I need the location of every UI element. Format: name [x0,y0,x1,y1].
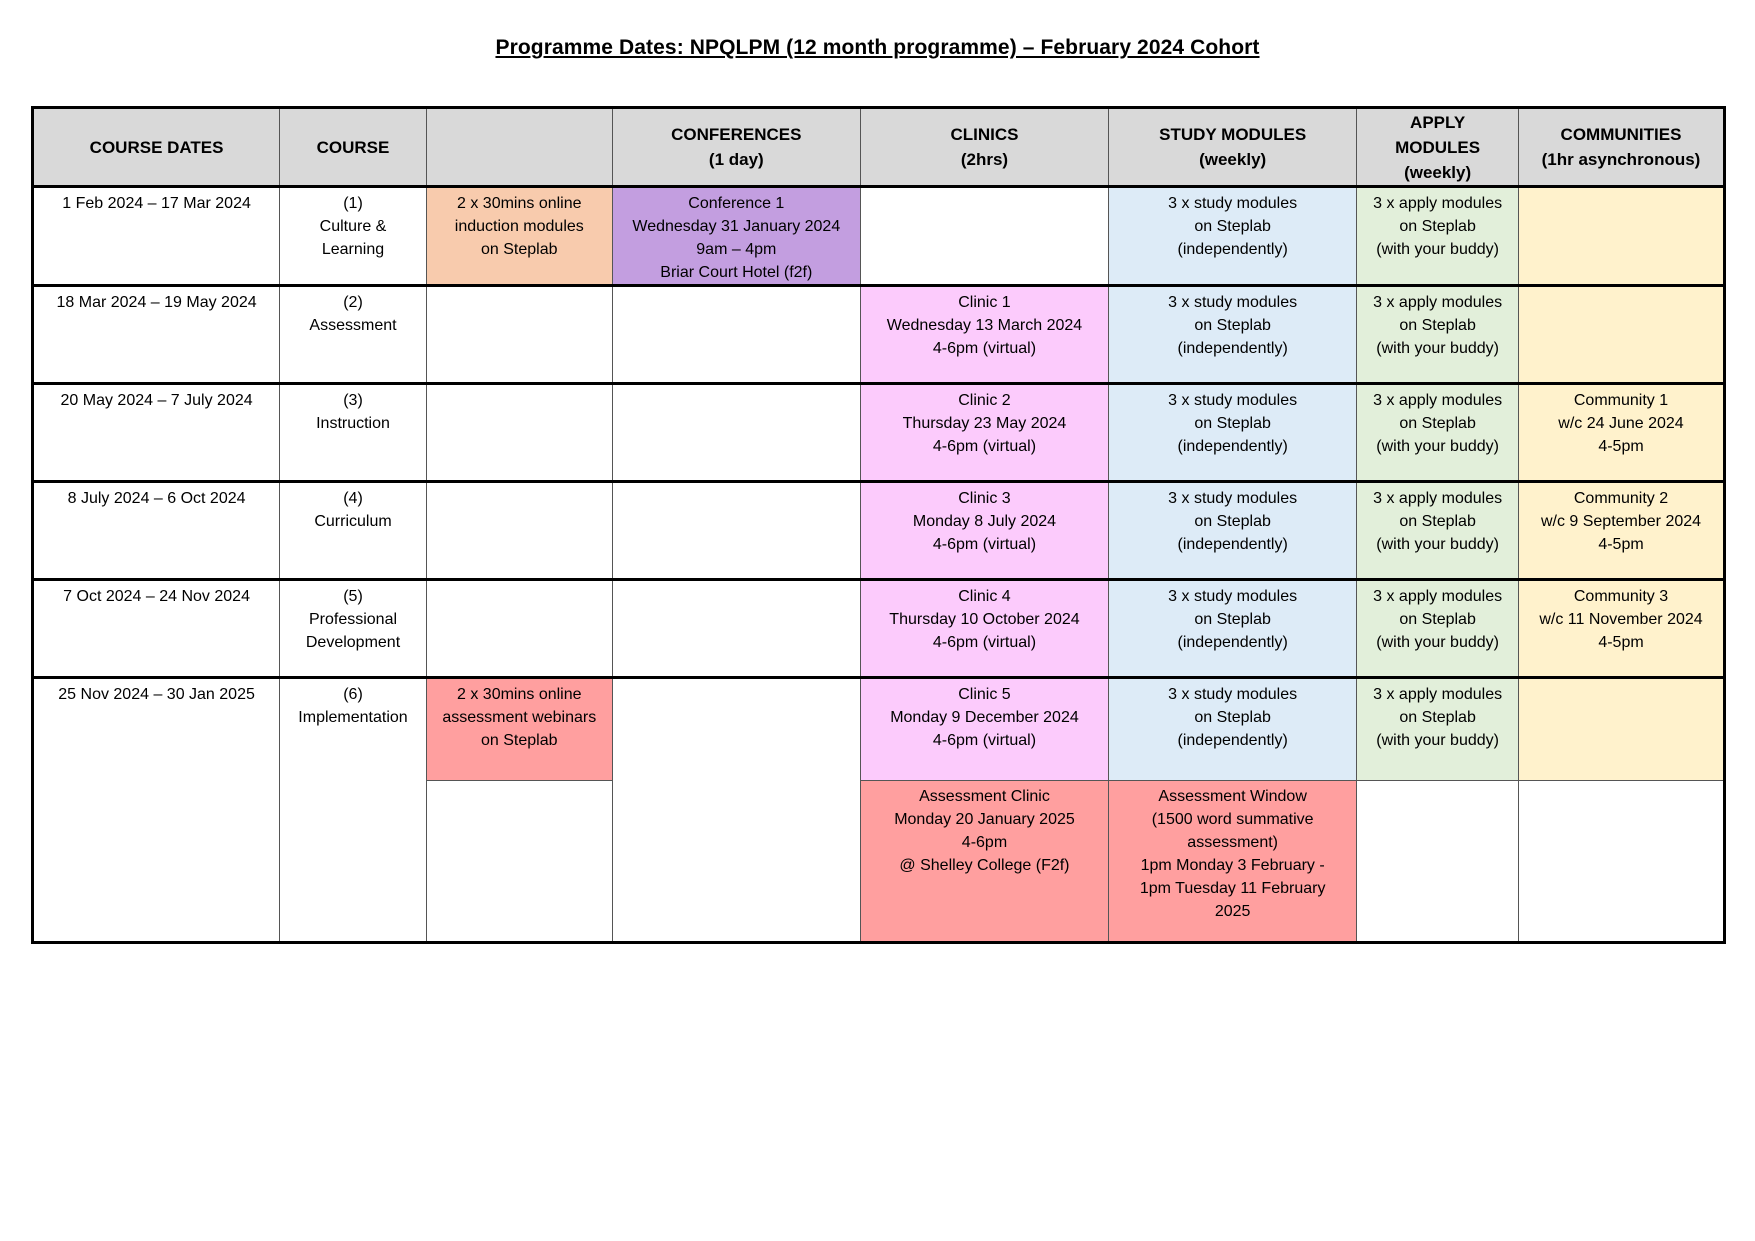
extra-cell [426,482,612,580]
cell-line: on Steplab [1399,415,1476,432]
cell-line: on Steplab [1194,709,1271,726]
page-title: Programme Dates: NPQLPM (12 month programme) – February 2024 Cohort [495,36,1260,59]
cell-line: (independently) [1177,241,1288,258]
header-conferences [612,108,860,187]
apply-modules-cell [1357,384,1519,482]
cell-line: (2) [343,294,363,311]
cell-line: (with your buddy) [1376,438,1499,455]
apply-modules-cell [1357,678,1519,781]
cell-line: Briar Court Hotel (f2f) [660,264,813,281]
cell-line: (independently) [1177,438,1288,455]
cell-line: 2 x 30mins online [457,195,582,212]
row-dates: 25 Nov 2024 – 30 Jan 2025 [33,678,280,943]
cell-line: COMMUNITIES [1560,125,1682,144]
cell-line: assessment webinars [442,709,597,726]
cell-line: on Steplab [1194,611,1271,628]
cell-line: (weekly) [1404,162,1472,182]
extra-cell [426,286,612,384]
cell-line: (6) [343,686,363,703]
cell-line: (independently) [1177,536,1288,553]
cell-line: Clinic 3 [958,490,1011,507]
cell-line: CLINICS [950,125,1019,144]
row-course [280,580,427,678]
cell-line: 3 x study modules [1168,294,1298,311]
community-cell [1518,286,1724,384]
cell-line: APPLY [1410,112,1466,132]
cell-line: 4-6pm (virtual) [932,340,1037,357]
cell-line: w/c 11 November 2024 [1539,611,1703,628]
community-cell [1518,580,1724,678]
cell-line: Community 3 [1573,588,1669,605]
cell-line: 2025 [1214,903,1251,920]
cell-line: (with your buddy) [1376,340,1499,357]
cell-line: Thursday 23 May 2024 [902,415,1067,432]
cell-line: (1 day) [708,150,764,169]
cell-line: Community 1 [1573,392,1669,409]
row-course [280,678,427,943]
clinic-cell [860,482,1108,580]
clinic-cell [860,187,1108,286]
row-course [280,187,427,286]
table-row [33,678,1725,781]
cell-line: 3 x study modules [1168,195,1298,212]
row-course [280,286,427,384]
cell-line: (with your buddy) [1376,241,1499,258]
cell-line: on Steplab [481,241,558,258]
assessment-webinars-cell [426,678,612,781]
cell-line: 9am – 4pm [696,241,777,258]
cell-line: Curriculum [314,513,392,530]
cell-line: Clinic 4 [958,588,1011,605]
cell-line: (4) [343,490,363,507]
cell-line: 2 x 30mins online [457,686,582,703]
apply-modules-cell [1357,580,1519,678]
cell-line: assessment) [1187,834,1278,851]
cell-line: 3 x apply modules [1373,490,1503,507]
study-modules-cell [1109,286,1357,384]
header-course-dates: COURSE DATES [33,108,280,187]
cell-line: Monday 20 January 2025 [894,811,1075,828]
assessment-clinic-cell [860,781,1108,943]
row-dates: 7 Oct 2024 – 24 Nov 2024 [33,580,280,678]
cell-line: on Steplab [1399,611,1476,628]
cell-line: CONFERENCES [671,125,802,144]
cell-line: Monday 8 July 2024 [912,513,1057,530]
cell-line: 4-6pm (virtual) [932,438,1037,455]
apply-modules-cell [1357,187,1519,286]
clinic-cell [860,678,1108,781]
table-row [33,384,1725,482]
cell-line: (independently) [1177,634,1288,651]
header-clinics [860,108,1108,187]
table-row [33,482,1725,580]
cell-line: Wednesday 13 March 2024 [886,317,1083,334]
cell-line: 4-6pm (virtual) [932,634,1037,651]
clinic-cell [860,384,1108,482]
cell-line: on Steplab [1194,513,1271,530]
empty-cell [1518,781,1724,943]
cell-line: (3) [343,392,363,409]
conference-cell [612,187,860,286]
cell-line: w/c 24 June 2024 [1558,415,1684,432]
conference-cell [612,678,860,943]
row-dates: 8 July 2024 – 6 Oct 2024 [33,482,280,580]
cell-line: (with your buddy) [1376,732,1499,749]
cell-line: on Steplab [1194,415,1271,432]
cell-line: Assessment Window [1158,788,1307,805]
extra-cell [426,580,612,678]
cell-line: Clinic 5 [958,686,1011,703]
cell-line: (5) [343,588,363,605]
row-dates: 18 Mar 2024 – 19 May 2024 [33,286,280,384]
cell-line: 3 x study modules [1168,686,1298,703]
cell-line: 4-5pm [1598,634,1644,651]
conference-cell [612,482,860,580]
cell-line: 4-6pm [961,834,1008,851]
community-cell [1518,678,1724,781]
cell-line: 3 x study modules [1168,392,1298,409]
cell-line: 1pm Monday 3 February - [1140,857,1325,874]
header-blank [426,108,612,187]
programme-schedule-table [31,106,1726,944]
row-dates: 20 May 2024 – 7 July 2024 [33,384,280,482]
cell-line: @ Shelley College (F2f) [899,857,1070,874]
header-communities [1518,108,1724,187]
cell-line: (weekly) [1199,150,1267,169]
cell-line: (2hrs) [960,150,1009,169]
extra-cell [426,384,612,482]
cell-line: MODULES [1395,137,1481,157]
cell-line: 3 x apply modules [1373,392,1503,409]
cell-line: on Steplab [1399,317,1476,334]
cell-line: (1) [343,195,363,212]
induction-cell [426,187,612,286]
cell-line: Community 2 [1573,490,1669,507]
header-apply-modules [1357,108,1519,187]
cell-line: (1500 word summative [1151,811,1314,828]
study-modules-cell [1109,580,1357,678]
header-row [33,108,1725,187]
study-modules-cell [1109,384,1357,482]
community-cell [1518,384,1724,482]
cell-line: on Steplab [1399,218,1476,235]
cell-line: Development [305,634,401,651]
cell-line: 3 x apply modules [1373,686,1503,703]
cell-line: (independently) [1177,340,1288,357]
cell-line: 3 x study modules [1168,588,1298,605]
community-cell [1518,187,1724,286]
cell-line: w/c 9 September 2024 [1540,513,1702,530]
cell-line: (1hr asynchronous) [1541,150,1701,169]
cell-line: Implementation [298,709,408,726]
cell-line: Instruction [316,415,390,432]
clinic-cell [860,286,1108,384]
cell-line: Clinic 2 [958,392,1011,409]
cell-line: induction modules [454,218,584,235]
study-modules-cell [1109,482,1357,580]
table-row [33,286,1725,384]
cell-line: 4-6pm (virtual) [932,732,1037,749]
cell-line: Monday 9 December 2024 [890,709,1079,726]
cell-line: Thursday 10 October 2024 [889,611,1080,628]
cell-line: 4-5pm [1598,536,1644,553]
row-course [280,482,427,580]
cell-line: Assessment [309,317,397,334]
header-study-modules [1109,108,1357,187]
table-row [33,580,1725,678]
conference-cell [612,384,860,482]
cell-line: Wednesday 31 January 2024 [632,218,841,235]
empty-cell [426,781,612,943]
cell-line: Clinic 1 [958,294,1011,311]
cell-line: on Steplab [481,732,558,749]
cell-line: (with your buddy) [1376,536,1499,553]
cell-line: 4-5pm [1598,438,1644,455]
cell-line: on Steplab [1194,218,1271,235]
cell-line: 3 x apply modules [1373,588,1503,605]
cell-line: Professional [308,611,398,628]
cell-line: Conference 1 [688,195,785,212]
cell-line: (with your buddy) [1376,634,1499,651]
study-modules-cell [1109,187,1357,286]
clinic-cell [860,580,1108,678]
cell-line: 3 x apply modules [1373,195,1503,212]
cell-line: Learning [321,241,385,258]
cell-line: 1pm Tuesday 11 February [1139,880,1326,897]
cell-line: on Steplab [1399,513,1476,530]
cell-line: Culture & [319,218,387,235]
table-row [33,187,1725,286]
cell-line: (independently) [1177,732,1288,749]
row-dates: 1 Feb 2024 – 17 Mar 2024 [33,187,280,286]
cell-line: 4-6pm (virtual) [932,536,1037,553]
empty-cell [1357,781,1519,943]
assessment-window-cell [1109,781,1357,943]
cell-line: Assessment Clinic [919,788,1050,805]
apply-modules-cell [1357,482,1519,580]
cell-line: 3 x study modules [1168,490,1298,507]
cell-line: STUDY MODULES [1159,125,1307,144]
cell-line: on Steplab [1194,317,1271,334]
conference-cell [612,580,860,678]
header-course: COURSE [280,108,427,187]
apply-modules-cell [1357,286,1519,384]
cell-line: 3 x apply modules [1373,294,1503,311]
cell-line: on Steplab [1399,709,1476,726]
study-modules-cell [1109,678,1357,781]
conference-cell [612,286,860,384]
row-course [280,384,427,482]
community-cell [1518,482,1724,580]
